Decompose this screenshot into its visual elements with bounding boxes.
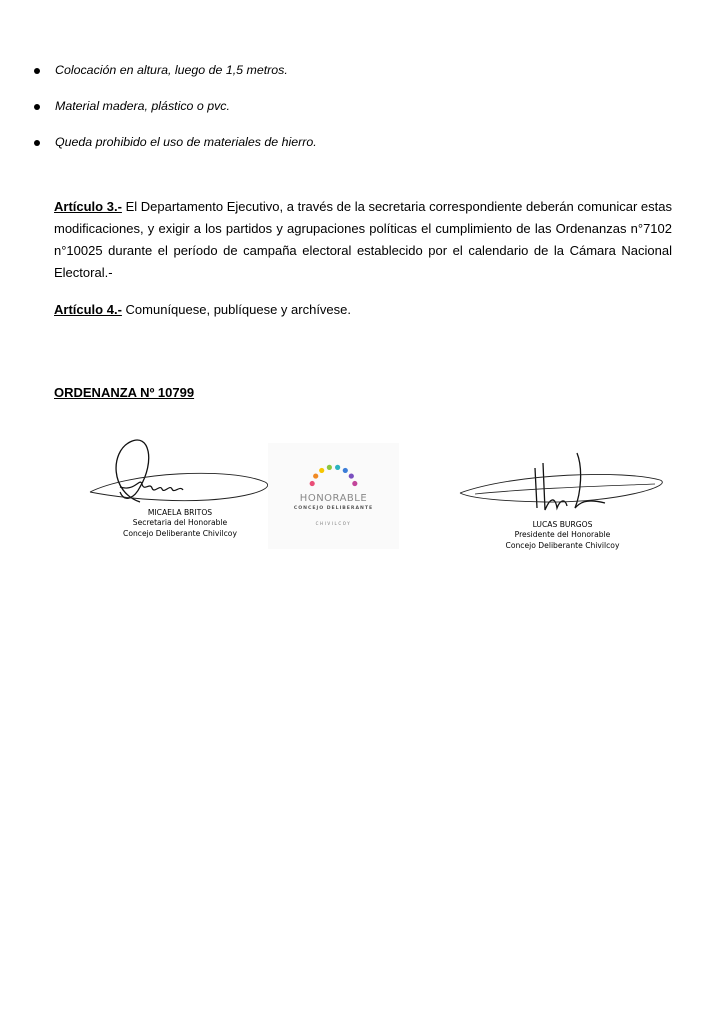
requirements-list [34, 62, 674, 170]
signatory-body: Concejo Deliberante Chivilcoy [505, 540, 620, 550]
seal-dot [327, 465, 332, 470]
article-text: Comuníquese, publíquese y archívese. [125, 302, 351, 317]
signatory-name: LUCAS BURGOS [532, 520, 593, 529]
signatory-role: Secretaria del Honorable [132, 518, 228, 528]
seal-city: CHIVILCOY [315, 521, 352, 526]
council-seal [268, 443, 399, 549]
list-item-text: Queda prohibido el uso de materiales de hierro. [55, 135, 317, 149]
seal-dot [319, 468, 324, 473]
seal-dot [352, 481, 357, 486]
bullet-icon [34, 140, 40, 146]
bullet-icon [34, 68, 40, 74]
ordinance-title: ORDENANZA Nº 10799 [54, 385, 195, 400]
list-item-text: Colocación en altura, luego de 1,5 metros. [55, 63, 288, 77]
article-4 [54, 299, 672, 321]
signature-caption [455, 520, 670, 551]
seal-dot [349, 473, 354, 478]
signature-caption [80, 508, 280, 539]
seal-dot [335, 465, 340, 470]
seal-dot [310, 481, 315, 486]
seal-name: HONORABLE [299, 493, 368, 504]
article-3 [54, 196, 672, 284]
list-item [34, 98, 674, 134]
list-item [34, 62, 674, 98]
seal-dot [343, 468, 348, 473]
article-text: El Departamento Ejecutivo, a través de la secretaria correspondiente deberán comunicar estas modificaciones, y exigir a los partidos y agrupaciones políticas el cumplimiento de las Ordenanzas n°7102 n°10025 durante el período de campaña electoral establecido por el calendario de la Cámara Nacional Electoral.- [54, 199, 672, 280]
bullet-icon [34, 104, 40, 110]
article-label: Artículo 3.- [54, 199, 122, 214]
handwritten-signature-icon [455, 448, 670, 528]
signatory-body: Concejo Deliberante Chivilcoy [123, 528, 237, 538]
seal-subtitle: CONCEJO DELIBERANTE [293, 506, 374, 511]
list-item [34, 134, 674, 170]
signatory-name: MICAELA BRITOS [147, 508, 213, 517]
honorable-logo-icon [268, 443, 399, 493]
article-label: Artículo 4.- [54, 302, 122, 317]
seal-dot [313, 473, 318, 478]
signature-left [80, 432, 280, 552]
signatory-role: Presidente del Honorable [514, 530, 611, 540]
list-item-text: Material madera, plástico o pvc. [55, 99, 230, 113]
signature-right [455, 448, 670, 563]
